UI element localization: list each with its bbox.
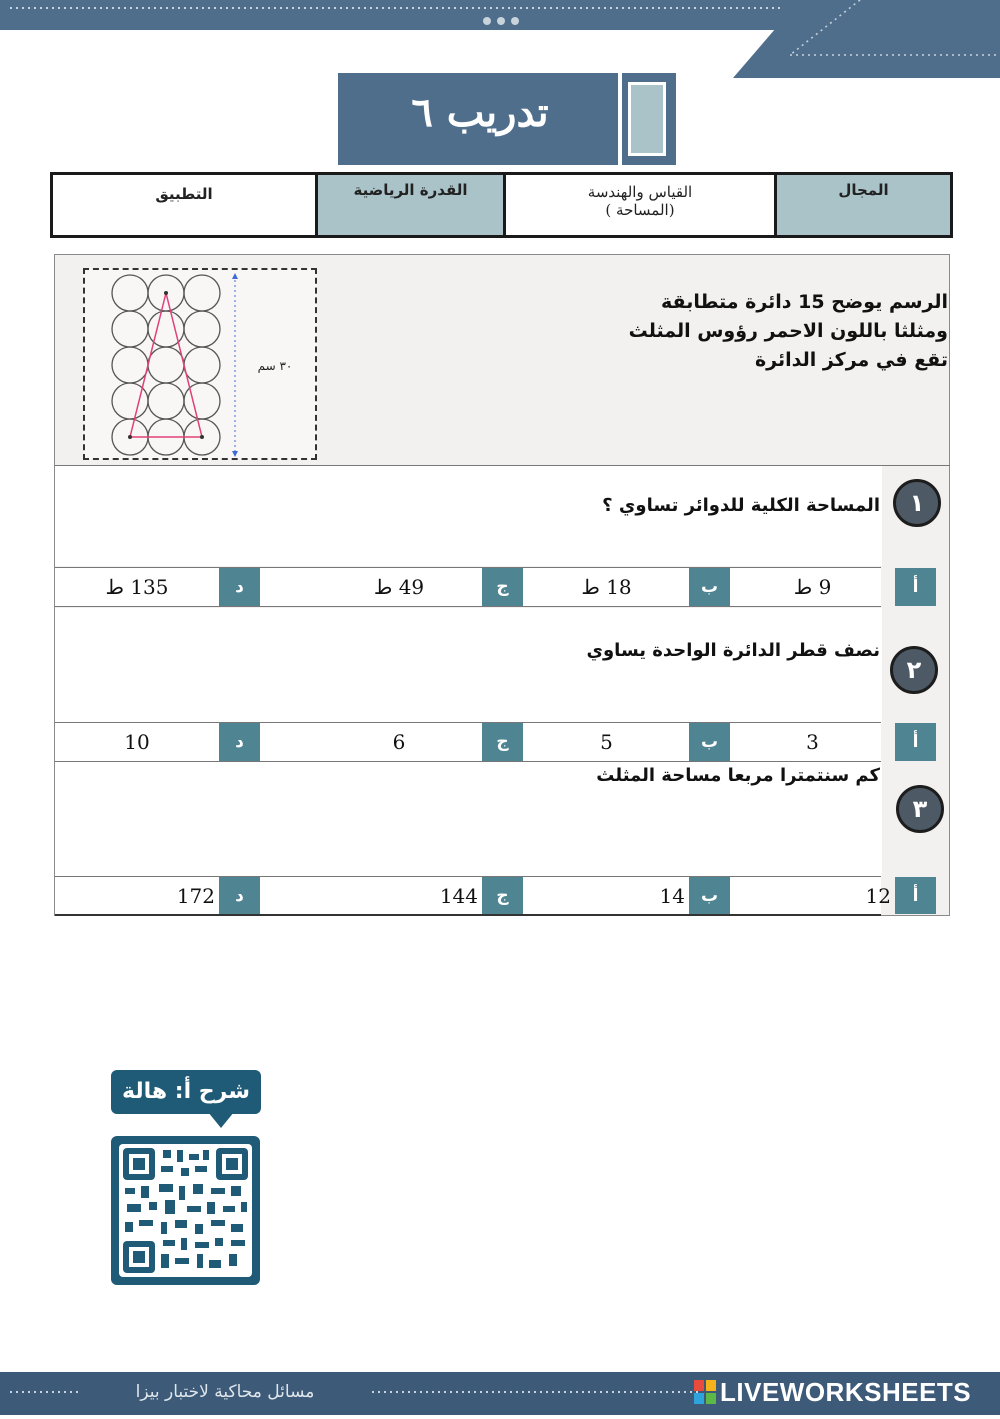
question-2-text: نصف قطر الدائرة الواحدة يساوي [586,640,880,661]
option-d-letter[interactable]: د [219,723,260,761]
question-3-text: كم سنتمترا مربعا مساحة المثلث [596,765,880,786]
option-c-text: 144 [439,884,478,908]
question-1-text: المساحة الكلية للدوائر تساوي ؟ [602,495,880,516]
domain-value-line1: القياس والهندسة [587,183,693,201]
option-b-value[interactable]: 5 [600,730,613,754]
question-2-number: ٢ [890,646,938,694]
intro-text [588,288,948,375]
question-2-options [55,722,919,762]
intro-line-1: الرسم يوضح 15 دائرة متطابقة [661,291,948,313]
option-a-value[interactable] [730,877,895,914]
liveworksheets-logo-icon [694,1380,716,1404]
option-c-letter[interactable]: ج [482,568,523,606]
qr-code[interactable] [111,1136,260,1285]
qr-code-image [111,1136,260,1285]
circles-figure [83,268,317,460]
option-b-text: 14 [659,884,685,908]
option-b-value[interactable] [524,877,689,914]
qr-label-pointer [208,1112,234,1130]
option-d-letter[interactable]: د [219,877,260,914]
ability-value: التطبيق [155,185,213,203]
domain-label: المجال [838,181,889,199]
ability-value-cell [50,172,318,238]
option-b-letter[interactable]: ب [689,568,730,606]
divider [55,465,950,466]
option-d-text: 172 [176,884,215,908]
question-1-options [55,567,919,607]
domain-label-cell [774,172,953,238]
option-a-letter[interactable]: أ [895,877,936,914]
option-b-letter[interactable]: ب [689,877,730,914]
question-1-number: ١ [893,479,941,527]
top-banner [0,0,1000,78]
option-d-value[interactable]: 10 [124,730,150,754]
option-a-text: 12 [865,884,891,908]
option-b-value[interactable]: 18 ط [581,575,632,599]
option-d-value[interactable]: 135 ط [105,575,169,599]
height-label: ٣٠ سم [257,359,293,373]
intro-line-3: تقع في مركز الدائرة [754,349,948,371]
liveworksheets-brand[interactable]: LIVEWORKSHEETS [720,1377,972,1407]
qr-label: شرح أ: هالة [111,1070,261,1114]
option-a-letter[interactable]: أ [895,568,936,606]
option-d-value[interactable] [55,877,219,914]
option-a-value[interactable]: 9 ط [793,575,832,599]
option-b-letter[interactable]: ب [689,723,730,761]
intro-line-2: ومثلثا باللون الاحمر رؤوس المثلث [628,320,948,342]
title-marker [628,82,666,156]
option-a-letter[interactable]: أ [895,723,936,761]
question-3-options [55,876,919,916]
title-divider [618,73,622,165]
domain-value-cell [503,172,777,238]
page-title: تدريب ٦ [411,89,549,136]
option-c-value[interactable]: 49 ط [373,575,425,599]
option-c-value[interactable] [316,877,482,914]
option-c-value[interactable]: 6 [392,730,406,754]
circles-triangle-diagram [85,270,315,458]
domain-value-line2: (المساحة ) [605,201,675,219]
question-2-area [55,608,882,724]
ability-label-cell [315,172,506,238]
option-d-letter[interactable]: د [219,568,260,606]
option-c-letter[interactable]: ج [482,723,523,761]
question-3-number: ٣ [896,785,944,833]
option-a-value[interactable]: 3 [806,730,819,754]
option-c-letter[interactable]: ج [482,877,523,914]
footer-text: مسائل محاكية لاختبار بيزا [135,1382,315,1402]
ability-label: القدرة الرياضية [353,181,468,199]
